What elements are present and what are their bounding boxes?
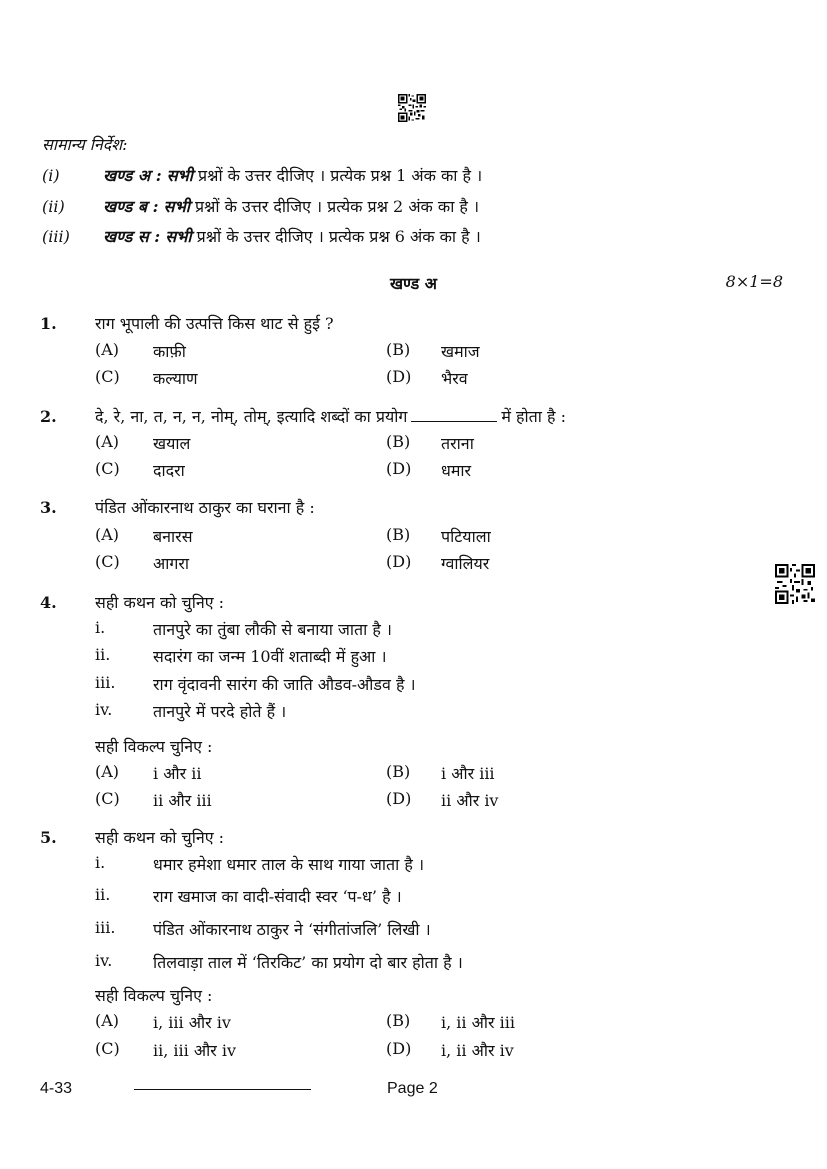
instruction-all: सभी <box>165 227 192 246</box>
option-label: (A) <box>95 525 120 544</box>
instruction-text: प्रश्नों के उत्तर दीजिए । प्रत्येक प्रश्न 2 अंक का है । <box>194 197 480 216</box>
question-text: पंडित ओंकारनाथ ठाकुर का घराना है : <box>95 498 315 517</box>
option-label: (B) <box>386 762 411 781</box>
page-number: Page 2 <box>387 1080 438 1097</box>
instruction-all: सभी <box>166 166 193 185</box>
option-text: i और ii <box>153 764 202 783</box>
choose-option-text: सही विकल्प चुनिए : <box>95 986 213 1005</box>
statement-number: iv. <box>95 700 113 719</box>
statement-text: धमार हमेशा धमार ताल के साथ गाया जाता है । <box>153 855 425 874</box>
option-text: i, ii और iv <box>441 1041 514 1060</box>
option-text: काफ़ी <box>153 342 186 361</box>
option-text: ii और iii <box>153 791 212 810</box>
statement-text: राग खमाज का वादी-संवादी स्वर ‘प-ध’ है । <box>153 887 402 906</box>
question-text: सही कथन को चुनिए : <box>95 593 225 612</box>
statement-number: iii. <box>95 918 116 937</box>
option-label: (D) <box>386 1039 412 1058</box>
instruction-item <box>42 225 481 247</box>
statement-number: iv. <box>95 951 113 970</box>
option-label: (B) <box>386 340 411 359</box>
statement-number: ii. <box>95 645 111 664</box>
answer-blank <box>411 420 497 422</box>
question-number: 2. <box>40 407 57 426</box>
instruction-section: खण्ड स : <box>103 227 161 246</box>
statement-text: तानपुरे का तुंबा लौकी से बनाया जाता है । <box>153 620 392 639</box>
question-number: 3. <box>40 498 57 517</box>
option-label: (C) <box>95 552 120 571</box>
option-text: आगरा <box>153 554 190 573</box>
option-label: (A) <box>95 762 120 781</box>
question-text-before: दे, रे, ना, त, न, न, नोम्, तोम्, इत्यादि शब्दों का प्रयोग <box>95 407 408 426</box>
option-label: (B) <box>386 525 411 544</box>
option-text: बनारस <box>153 527 193 546</box>
option-text: पटियाला <box>441 527 491 546</box>
instruction-section: खण्ड अ : <box>103 166 162 185</box>
section-marks: 8×1=8 <box>725 272 783 291</box>
option-label: (B) <box>386 432 411 451</box>
instruction-number: (ii) <box>42 197 65 216</box>
option-label: (C) <box>95 789 120 808</box>
qr-code-icon <box>775 564 815 604</box>
statement-text: तिलवाड़ा ताल में ‘तिरकिट’ का प्रयोग दो बार होता है । <box>153 953 463 972</box>
instruction-number: (i) <box>42 166 60 185</box>
instruction-item <box>42 195 479 217</box>
option-label: (D) <box>386 459 412 478</box>
instruction-all: सभी <box>163 197 190 216</box>
option-text: i, iii और iv <box>153 1013 231 1032</box>
statement-number: i. <box>95 618 106 637</box>
option-text: कल्याण <box>153 369 198 388</box>
question-text-after: में होता है : <box>501 407 567 426</box>
option-text: भैरव <box>441 369 468 388</box>
statement-text: तानपुरे में परदे होते हैं । <box>153 702 287 721</box>
paper-code: 4-33 <box>40 1080 73 1097</box>
question-number: 5. <box>40 828 57 847</box>
instruction-number: (iii) <box>42 227 70 246</box>
option-label: (D) <box>386 367 412 386</box>
question-text <box>95 405 566 427</box>
option-text: खमाज <box>441 342 480 361</box>
qr-code-icon <box>398 94 426 122</box>
option-label: (C) <box>95 367 120 386</box>
instruction-item <box>42 164 482 186</box>
question-text: राग भूपाली की उत्पत्ति किस थाट से हुई ? <box>95 314 334 333</box>
option-text: खयाल <box>153 434 191 453</box>
general-instructions-title: सामान्य निर्देश: <box>42 135 128 154</box>
question-number: 4. <box>40 593 57 612</box>
question-number: 1. <box>40 314 57 333</box>
option-label: (A) <box>95 1011 120 1030</box>
statement-number: iii. <box>95 673 116 692</box>
option-label: (B) <box>386 1011 411 1030</box>
option-label: (D) <box>386 552 412 571</box>
statement-text: राग वृंदावनी सारंग की जाति औडव-औडव है । <box>153 675 416 694</box>
option-text: धमार <box>441 461 472 480</box>
option-text: i और iii <box>441 764 495 783</box>
option-text: दादरा <box>153 461 185 480</box>
option-text: ग्वालियर <box>441 554 490 573</box>
option-text: तराना <box>441 434 474 453</box>
option-label: (D) <box>386 789 412 808</box>
option-text: ii और iv <box>441 791 499 810</box>
option-text: i, ii और iii <box>441 1013 515 1032</box>
statement-text: पंडित ओंकारनाथ ठाकुर ने ‘संगीतांजलि’ लिखी । <box>153 920 431 939</box>
option-label: (A) <box>95 340 120 359</box>
choose-option-text: सही विकल्प चुनिए : <box>95 737 213 756</box>
section-title: खण्ड अ <box>389 274 438 293</box>
option-text: ii, iii और iv <box>153 1041 236 1060</box>
statement-number: i. <box>95 853 106 872</box>
statement-number: ii. <box>95 885 111 904</box>
instruction-text: प्रश्नों के उत्तर दीजिए । प्रत्येक प्रश्न 6 अंक का है । <box>196 227 481 246</box>
question-text: सही कथन को चुनिए : <box>95 828 225 847</box>
statement-text: सदारंग का जन्म 10वीं शताब्दी में हुआ । <box>153 647 387 666</box>
instruction-text: प्रश्नों के उत्तर दीजिए । प्रत्येक प्रश्न 1 अंक का है । <box>198 166 483 185</box>
option-label: (A) <box>95 432 120 451</box>
option-label: (C) <box>95 459 120 478</box>
instruction-section: खण्ड ब : <box>103 197 159 216</box>
option-label: (C) <box>95 1039 120 1058</box>
footer-divider <box>134 1089 311 1090</box>
